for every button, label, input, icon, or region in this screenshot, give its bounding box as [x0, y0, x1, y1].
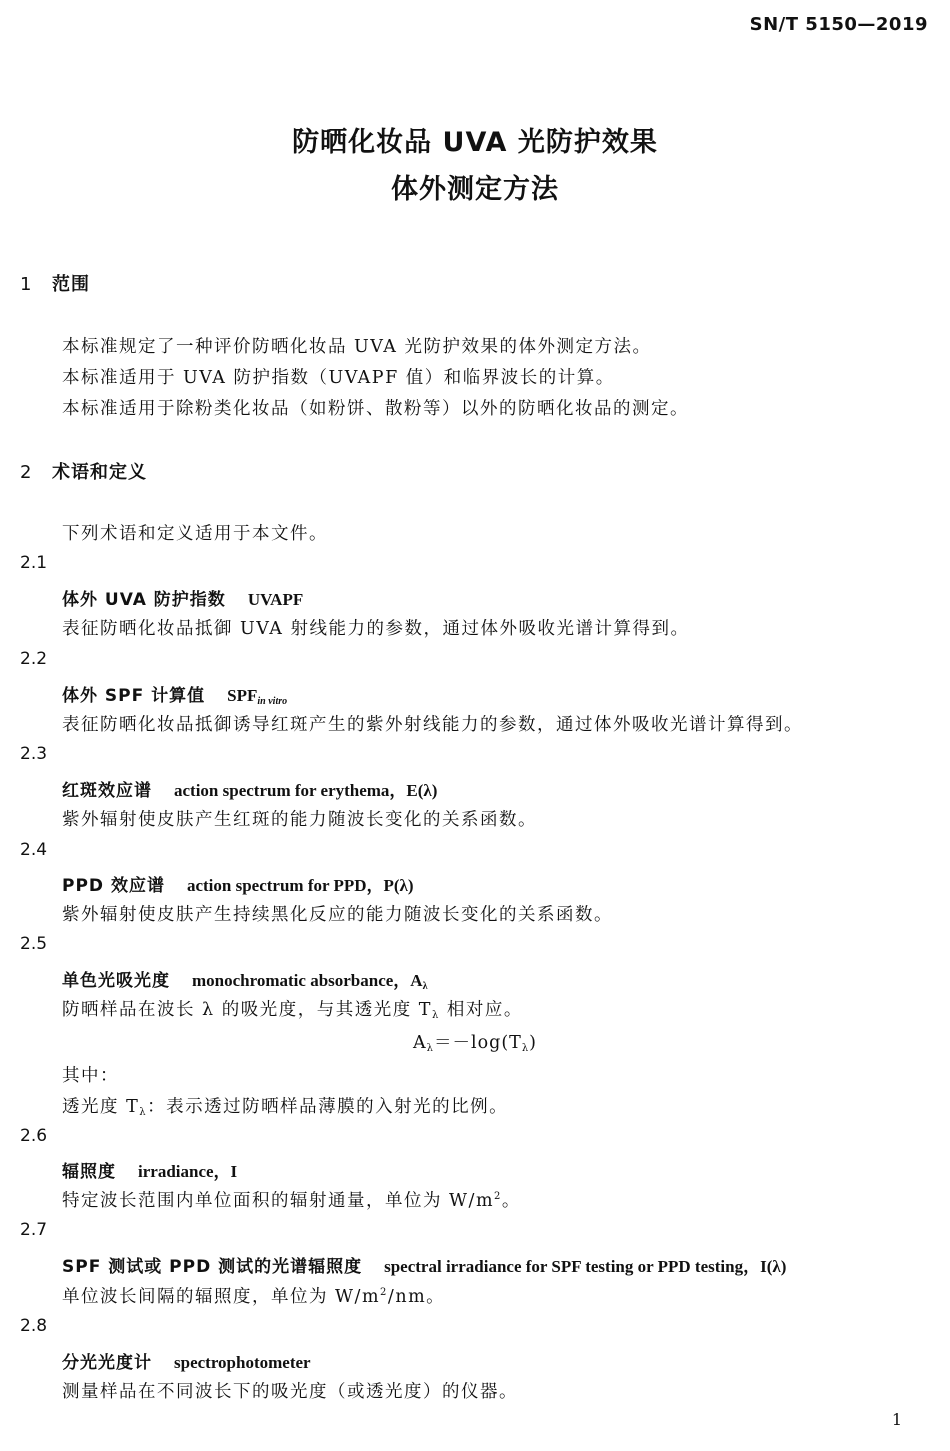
- term-zh: 单色光吸光度: [62, 971, 170, 991]
- clause-number: 2.2: [20, 649, 48, 669]
- clause-number: 2.3: [20, 744, 48, 764]
- definition-subscript: λ: [431, 1010, 440, 1021]
- term-heading: [62, 1348, 311, 1373]
- term-en: spectrophotometer: [174, 1353, 311, 1372]
- absorbance-formula: [0, 1029, 950, 1054]
- term-definition: 紫外辐射使皮肤产生持续黑化反应的能力随波长变化的关系函数。: [62, 905, 613, 925]
- term-heading: [62, 776, 437, 801]
- definition-text: 。: [501, 1191, 521, 1211]
- term-zh: 分光光度计: [62, 1353, 152, 1373]
- section-2-heading: [20, 458, 147, 484]
- term-definition: 表征防晒化妆品抵御 UVA 射线能力的参数，通过体外吸收光谱计算得到。: [62, 619, 690, 639]
- section-title: 范围: [52, 274, 90, 295]
- term-definition: 测量样品在不同波长下的吸光度（或透光度）的仪器。: [62, 1382, 518, 1402]
- clause-number: 2.4: [20, 840, 48, 860]
- term-definition: 表征防晒化妆品抵御诱导红斑产生的紫外射线能力的参数，通过体外吸收光谱计算得到。: [62, 715, 803, 735]
- definition-superscript: 2: [380, 1287, 388, 1298]
- term-heading: [62, 1252, 786, 1277]
- term-en-subscript: λ: [422, 981, 428, 992]
- standard-code: SN/T 5150—2019: [749, 14, 928, 35]
- term-heading: [62, 871, 414, 896]
- term-heading: [62, 966, 428, 992]
- where-label: 其中：: [62, 1066, 119, 1086]
- term-en: [227, 686, 287, 705]
- page-number: 1: [891, 1410, 902, 1429]
- formula-part: A: [413, 1033, 427, 1053]
- term-en: spectral irradiance for SPF testing or PPD testing，I(λ): [384, 1257, 787, 1276]
- definition-text: 防晒样品在波长 λ 的吸光度，与其透光度 T: [62, 1000, 432, 1020]
- definition-text: /nm。: [387, 1287, 446, 1307]
- term-definition: 紫外辐射使皮肤产生红斑的能力随波长变化的关系函数。: [62, 810, 537, 830]
- note-text: 透光度 T: [62, 1097, 140, 1117]
- term-zh: 体外 SPF 计算值: [62, 686, 206, 706]
- term-definition: [62, 996, 523, 1021]
- scope-paragraph-1: 本标准规定了一种评价防晒化妆品 UVA 光防护效果的体外测定方法。: [62, 337, 652, 357]
- scope-paragraph-2: 本标准适用于 UVA 防护指数（UVAPF 值）和临界波长的计算。: [62, 368, 615, 388]
- section-title: 术语和定义: [52, 462, 147, 483]
- formula-part: ): [529, 1033, 537, 1053]
- note-text: ：表示透过防晒样品薄膜的入射光的比例。: [147, 1097, 509, 1117]
- term-en: action spectrum for erythema，E(λ): [174, 781, 438, 800]
- definition-text: 特定波长范围内单位面积的辐射通量，单位为 W/m: [62, 1191, 495, 1211]
- term-heading: [62, 1157, 237, 1182]
- term-definition: [62, 1283, 445, 1308]
- term-zh: 红斑效应谱: [62, 781, 152, 801]
- clause-number: 2.1: [20, 553, 48, 573]
- scope-paragraph-3: 本标准适用于除粉类化妆品（如粉饼、散粉等）以外的防晒化妆品的测定。: [62, 399, 689, 419]
- term-en-subscript: in vitro: [257, 696, 288, 707]
- document-title-line2: 体外测定方法: [391, 174, 559, 205]
- definition-text: 相对应。: [439, 1000, 523, 1020]
- definition-text: 单位波长间隔的辐照度，单位为 W/m: [62, 1287, 381, 1307]
- term-en: UVAPF: [247, 590, 304, 609]
- variable-note: [62, 1093, 508, 1118]
- term-zh: PPD 效应谱: [62, 876, 165, 896]
- definition-superscript: 2: [494, 1191, 502, 1202]
- terms-intro: 下列术语和定义适用于本文件。: [62, 524, 328, 544]
- term-en: [192, 971, 428, 990]
- note-subscript: λ: [139, 1107, 148, 1118]
- term-zh: 辐照度: [62, 1162, 116, 1182]
- term-heading: [62, 585, 303, 610]
- section-number: 1: [20, 274, 32, 295]
- term-en-main: monochromatic absorbance，A: [192, 971, 423, 990]
- formula-subscript: λ: [521, 1043, 530, 1054]
- term-zh: 体外 UVA 防护指数: [62, 590, 226, 610]
- clause-number: 2.6: [20, 1126, 48, 1146]
- document-title-line1: 防晒化妆品 UVA 光防护效果: [292, 127, 658, 158]
- section-number: 2: [20, 462, 32, 483]
- clause-number: 2.7: [20, 1220, 48, 1240]
- clause-number: 2.8: [20, 1316, 48, 1336]
- term-en: irradiance，I: [138, 1162, 238, 1181]
- clause-number: 2.5: [20, 934, 48, 954]
- term-en-main: SPF: [227, 686, 258, 705]
- term-heading: [62, 681, 287, 707]
- formula-part: ＝－log(T: [433, 1033, 522, 1053]
- term-zh: SPF 测试或 PPD 测试的光谱辐照度: [62, 1257, 363, 1277]
- formula-subscript: λ: [426, 1043, 434, 1054]
- section-1-heading: [20, 270, 90, 296]
- term-en: action spectrum for PPD，P(λ): [186, 876, 414, 895]
- term-definition: [62, 1187, 521, 1212]
